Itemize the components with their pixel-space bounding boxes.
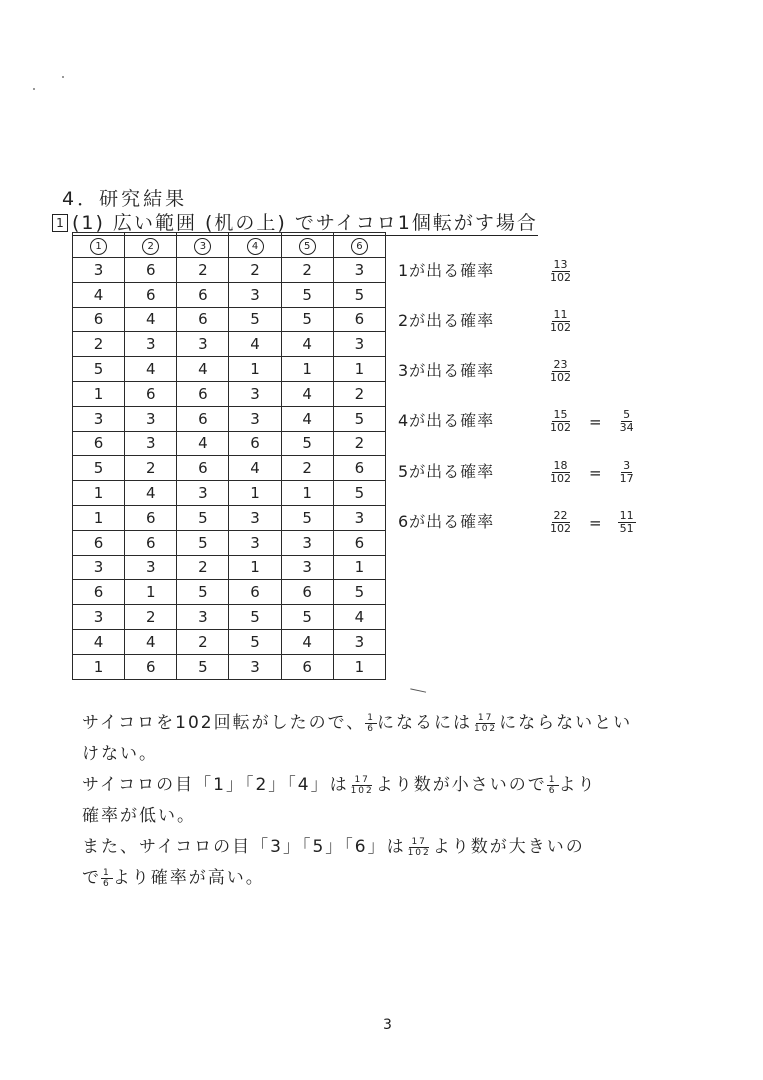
dice-results-table [72,232,386,680]
column-header: 3 [177,233,229,258]
table-row [73,629,386,654]
conclusion-line: で $\frac{1}{6}$ より確率が高い。 [82,867,265,889]
table-cell: 6 [229,431,281,456]
table-cell: 4 [229,456,281,481]
table-row [73,381,386,406]
equals-sign: = [589,513,602,532]
table-cell: 4 [281,406,333,431]
fraction: $\frac{17}{102}$ [407,836,431,858]
conclusion-line: 確率が低い。 [82,806,196,826]
table-row [73,282,386,307]
table-cell: 3 [125,406,177,431]
table-cell: 6 [73,530,125,555]
probability-row [398,459,636,485]
table-cell: 4 [125,357,177,382]
table-cell: 2 [177,258,229,283]
table-cell: 6 [281,580,333,605]
probability-label: 2が出る確率 [398,311,495,330]
table-cell: 6 [333,530,385,555]
conclusion-line: また、サイコロの目「3」「5」「6」は $\frac{17}{102}$ より数が大きいの [82,836,585,858]
table-cell: 2 [281,258,333,283]
table-cell: 3 [73,555,125,580]
table-cell: 2 [229,258,281,283]
table-cell: 5 [281,282,333,307]
probability-fraction: $\frac{22}{102}$ [550,509,571,535]
table-cell: 3 [281,530,333,555]
table-cell: 3 [73,605,125,630]
table-cell: 6 [125,530,177,555]
table-cell: 4 [229,332,281,357]
probability-label: 6が出る確率 [398,512,495,531]
table-cell: 5 [281,307,333,332]
table-row [73,605,386,630]
table-cell: 4 [73,282,125,307]
fraction: $\frac{17}{102}$ [473,712,498,734]
table-row [73,258,386,283]
table-row [73,580,386,605]
table-cell: 1 [281,357,333,382]
table-cell: 2 [333,381,385,406]
table-cell: 5 [333,580,385,605]
table-row [73,481,386,506]
probability-fraction: $\frac{18}{102}$ [550,459,571,485]
simplified-fraction: $\frac{5}{34}$ [619,408,634,434]
table-cell: 6 [177,282,229,307]
section-heading: 4．研究結果 [62,188,188,210]
table-cell: 5 [177,505,229,530]
table-row [73,555,386,580]
table-cell: 1 [73,381,125,406]
table-cell: 1 [125,580,177,605]
table-cell: 3 [333,332,385,357]
table-cell: 4 [125,307,177,332]
table-header-row [73,233,386,258]
table-cell: 3 [229,381,281,406]
conclusion-text [82,708,722,894]
table-cell: 6 [281,654,333,679]
section-number-box: 1 [52,214,68,232]
table-cell: 1 [229,357,281,382]
table-cell: 2 [177,629,229,654]
subsection-heading [52,208,538,235]
table-cell: 4 [125,629,177,654]
stray-pen-mark [410,688,426,694]
table-cell: 2 [281,456,333,481]
table-row [73,654,386,679]
conclusion-line: サイコロを102回転がしたので、 $\frac{1}{6}$ になるには $\frac{17}{102}$ にならないとい [82,712,633,734]
table-cell: 5 [229,605,281,630]
column-header: 6 [333,233,385,258]
table-cell: 5 [177,654,229,679]
table-row [73,530,386,555]
probability-label: 4が出る確率 [398,411,495,430]
probability-row [398,258,573,284]
table-cell: 2 [125,456,177,481]
column-header: 4 [229,233,281,258]
table-cell: 3 [125,332,177,357]
scan-speck [33,88,35,90]
probability-fraction: $\frac{13}{102}$ [550,258,571,284]
table-cell: 6 [73,431,125,456]
probability-row [398,509,636,535]
simplified-fraction: $\frac{11}{51}$ [619,509,634,535]
table-cell: 1 [229,555,281,580]
table-cell: 5 [333,406,385,431]
column-header: 1 [73,233,125,258]
table-cell: 6 [73,307,125,332]
table-row [73,456,386,481]
table-cell: 3 [177,481,229,506]
table-cell: 3 [333,505,385,530]
table-cell: 4 [177,431,229,456]
scan-speck [62,76,64,78]
equals-sign: = [589,412,602,431]
table-cell: 3 [229,530,281,555]
probability-row [398,308,573,334]
probability-label: 1が出る確率 [398,261,495,280]
table-cell: 5 [73,357,125,382]
probability-row [398,408,636,434]
table-cell: 3 [281,555,333,580]
table-cell: 4 [281,332,333,357]
table-cell: 3 [229,282,281,307]
table-cell: 3 [229,654,281,679]
table-cell: 4 [125,481,177,506]
table-cell: 3 [125,431,177,456]
table-cell: 1 [73,481,125,506]
table-cell: 4 [73,629,125,654]
table-cell: 1 [73,654,125,679]
table-cell: 1 [333,357,385,382]
table-cell: 5 [333,282,385,307]
conclusion-line: サイコロの目「1」「2」「4」は $\frac{17}{102}$ より数が小さいので $\frac{1}{6}$ より [82,774,597,796]
table-cell: 1 [333,654,385,679]
table-cell: 6 [73,580,125,605]
table-row [73,307,386,332]
probability-fraction: $\frac{15}{102}$ [550,408,571,434]
table-cell: 2 [177,555,229,580]
table-cell: 6 [333,456,385,481]
table-cell: 3 [73,258,125,283]
table-cell: 6 [229,580,281,605]
table-cell: 3 [73,406,125,431]
table-cell: 2 [333,431,385,456]
simplified-fraction: $\frac{3}{17}$ [619,459,634,485]
table-cell: 6 [125,282,177,307]
table-cell: 3 [177,332,229,357]
probability-row [398,358,573,384]
table-cell: 1 [281,481,333,506]
table-cell: 5 [73,456,125,481]
table-cell: 3 [229,505,281,530]
table-row [73,332,386,357]
table-row [73,505,386,530]
table-cell: 6 [333,307,385,332]
table-cell: 5 [281,505,333,530]
table-cell: 5 [177,530,229,555]
table-cell: 5 [281,431,333,456]
table-cell: 6 [177,381,229,406]
column-header: 5 [281,233,333,258]
table-cell: 4 [333,605,385,630]
table-cell: 4 [281,629,333,654]
table-cell: 1 [333,555,385,580]
table-cell: 3 [333,258,385,283]
fraction: $\frac{1}{6}$ [103,867,111,889]
table-cell: 3 [177,605,229,630]
table-cell: 5 [177,580,229,605]
table-row [73,406,386,431]
table-cell: 2 [73,332,125,357]
probability-fraction: $\frac{11}{102}$ [550,308,571,334]
table-cell: 6 [125,381,177,406]
probability-label: 5が出る確率 [398,462,495,481]
table-cell: 6 [125,654,177,679]
page-number: 3 [383,1017,392,1033]
table-cell: 5 [281,605,333,630]
conclusion-line: けない。 [82,744,158,764]
fraction: $\frac{1}{6}$ [367,712,375,734]
table-cell: 2 [125,605,177,630]
table-cell: 6 [177,307,229,332]
table-row [73,431,386,456]
table-cell: 3 [229,406,281,431]
table-row [73,357,386,382]
table-cell: 5 [229,629,281,654]
probability-label: 3が出る確率 [398,361,495,380]
table-cell: 5 [229,307,281,332]
table-cell: 1 [73,505,125,530]
table-cell: 6 [125,505,177,530]
fraction: $\frac{1}{6}$ [548,774,557,796]
table-body [73,258,386,680]
subsection-title: (1) 広い範囲 (机の上) でサイコロ1個転がす場合 [72,212,538,234]
table-cell: 4 [281,381,333,406]
table-cell: 3 [333,629,385,654]
table-cell: 4 [177,357,229,382]
column-header: 2 [125,233,177,258]
table-cell: 6 [177,456,229,481]
fraction: $\frac{17}{102}$ [350,774,374,796]
table-cell: 1 [229,481,281,506]
table-cell: 6 [177,406,229,431]
probability-fraction: $\frac{23}{102}$ [550,358,571,384]
table-cell: 5 [333,481,385,506]
table-cell: 6 [125,258,177,283]
table-cell: 3 [125,555,177,580]
equals-sign: = [589,463,602,482]
